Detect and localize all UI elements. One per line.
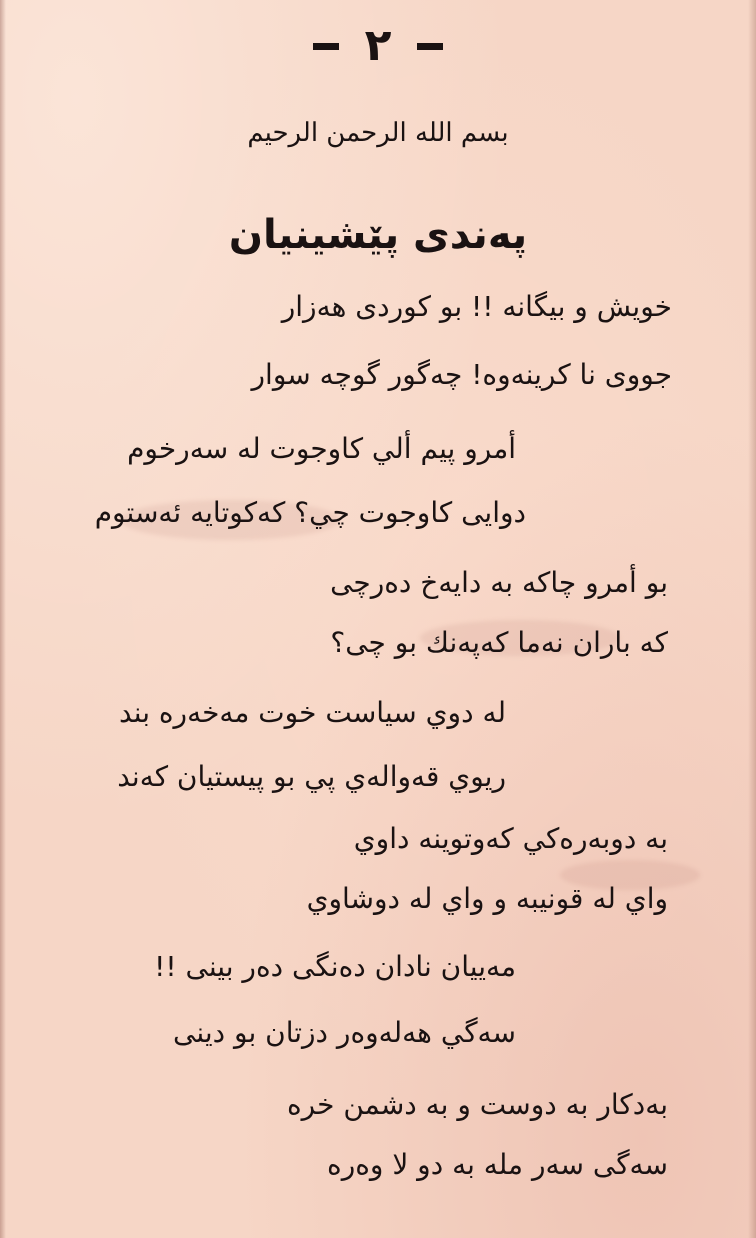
poem-line: مەییان نادان دەنگی دەر بینی !! (154, 950, 516, 983)
bismillah: بسم الله الرحمن الرحيم (247, 118, 509, 148)
page-edge-left (0, 0, 6, 1238)
poem-line: دوایی کاوجوت چي؟ کەکوتایە ئەستوم (94, 496, 526, 529)
header-dash-right (417, 43, 443, 50)
poem-line: واي لە قونیبە و واي لە دوشاوي (306, 882, 668, 915)
poem-line: کە باران نەما کەپەنك بو چی؟ (330, 626, 668, 659)
poem-line: أمرو پیم ألي کاوجوت لە سەرخوم (127, 432, 516, 465)
poem-line: ریوي قەوالەي پي بو پیستیان کەند (117, 760, 506, 793)
page-edge-right (748, 0, 756, 1238)
poem-line: بو أمرو چاکە بە دایەخ دەرچی (330, 566, 668, 599)
header-dash-left (313, 43, 339, 50)
page-title: پەندی پێشینیان (228, 212, 528, 258)
page-number-header (0, 20, 756, 71)
poem-line: بە دوبەرەکي کەوتوینە داوي (353, 822, 668, 855)
poem-line: جووی نا کرینەوە! چەگور گوچە سوار (251, 358, 672, 391)
poem-line: خویش و بیگانە !! بو کوردی هەزار (281, 290, 672, 323)
poem-line: لە دوي سیاست خوت مەخەرە بند (119, 696, 506, 729)
page-number: ٢ (364, 20, 392, 71)
poem-line: بەدکار بە دوست و بە دشمن خرە (287, 1088, 668, 1121)
poem-line: سەگي هەلەوەر دزتان بو دینی (173, 1016, 516, 1049)
poem-line: سەگی سەر ملە بە دو لا وەرە (327, 1148, 668, 1181)
